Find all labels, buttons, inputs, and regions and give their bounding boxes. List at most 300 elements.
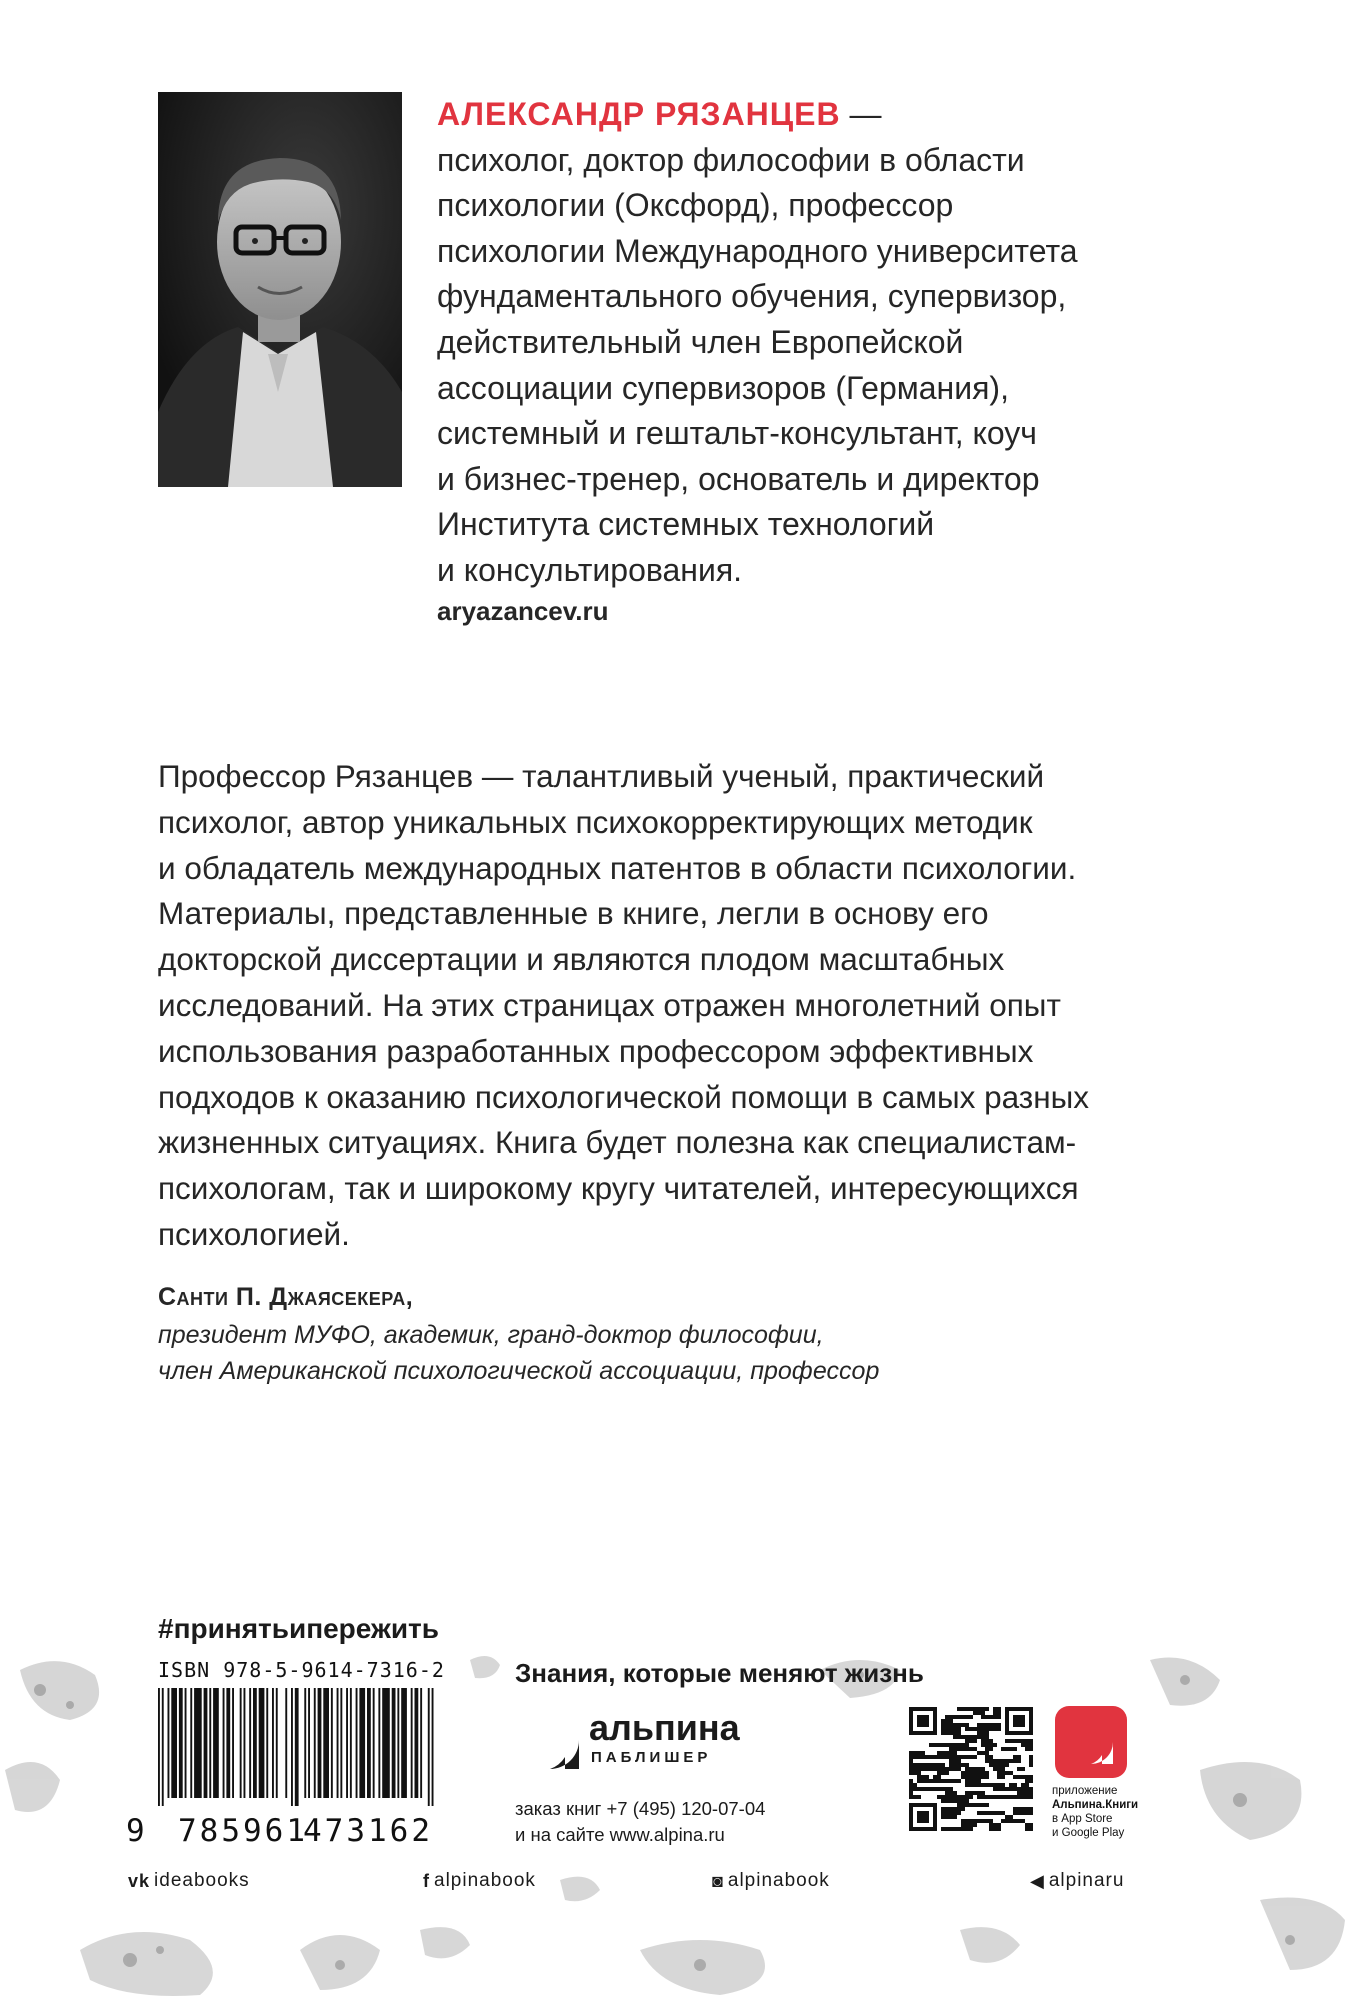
qr-module — [1009, 1783, 1013, 1787]
order-phone: заказ книг +7 (495) 120-07-04 — [515, 1798, 766, 1819]
qr-module — [917, 1763, 921, 1767]
author-website: aryazancev.ru — [437, 596, 609, 626]
qr-module — [985, 1739, 989, 1743]
qr-module — [945, 1827, 949, 1831]
qr-module — [997, 1723, 1001, 1727]
qr-module — [1005, 1819, 1009, 1823]
qr-module — [985, 1759, 989, 1763]
facebook-icon: f — [423, 1870, 430, 1891]
qr-module — [949, 1815, 953, 1819]
qr-module — [921, 1751, 925, 1755]
qr-module — [1017, 1755, 1021, 1759]
qr-module — [917, 1787, 921, 1791]
qr-module — [941, 1771, 945, 1775]
qr-module — [1029, 1807, 1033, 1811]
qr-module — [1029, 1811, 1033, 1815]
qr-module — [969, 1791, 973, 1795]
qr-module — [1029, 1747, 1033, 1751]
qr-module — [957, 1731, 961, 1735]
qr-module — [913, 1751, 917, 1755]
qr-module — [989, 1755, 993, 1759]
qr-module — [937, 1775, 941, 1779]
barcode-bar — [359, 1688, 365, 1798]
qr-module — [997, 1727, 1001, 1731]
qr-module — [981, 1743, 985, 1747]
qr-module — [953, 1743, 957, 1747]
qr-module — [973, 1739, 977, 1743]
qr-module — [997, 1787, 1001, 1791]
review-line: психологией. — [158, 1215, 350, 1252]
qr-module — [985, 1707, 989, 1711]
barcode-bar — [346, 1688, 348, 1798]
qr-module — [1009, 1747, 1013, 1751]
review-signature-role: член Американской психологической ассоциации, профессор — [158, 1357, 880, 1385]
qr-module — [945, 1799, 949, 1803]
qr-module — [973, 1823, 977, 1827]
barcode-bar — [382, 1688, 390, 1798]
qr-module — [1025, 1787, 1029, 1791]
qr-module — [953, 1735, 957, 1739]
qr-module — [965, 1819, 969, 1823]
qr-module — [993, 1763, 997, 1767]
author-name-dash: — — [840, 96, 882, 132]
qr-module — [909, 1771, 913, 1775]
qr-module — [1021, 1787, 1025, 1791]
qr-module — [977, 1779, 981, 1783]
qr-module — [981, 1811, 985, 1815]
qr-module — [981, 1727, 985, 1731]
barcode-bar — [432, 1688, 434, 1806]
qr-module — [941, 1787, 945, 1791]
qr-module — [993, 1811, 997, 1815]
qr-module — [941, 1719, 945, 1723]
qr-module — [913, 1787, 917, 1791]
qr-module — [945, 1755, 949, 1759]
qr-module — [985, 1731, 989, 1735]
qr-module — [969, 1755, 973, 1759]
barcode-bar — [179, 1688, 183, 1798]
qr-module — [977, 1791, 981, 1795]
qr-module — [953, 1811, 957, 1815]
qr-module — [953, 1755, 957, 1759]
qr-module — [969, 1735, 973, 1739]
barcode-bar — [259, 1688, 265, 1798]
qr-module — [1021, 1791, 1025, 1795]
qr-module — [981, 1819, 985, 1823]
qr-module — [1025, 1779, 1029, 1783]
qr-module — [981, 1775, 985, 1779]
qr-module — [997, 1775, 1001, 1779]
qr-module — [917, 1779, 921, 1783]
qr-module — [1005, 1739, 1009, 1743]
qr-module — [1017, 1819, 1021, 1823]
order-info — [515, 1796, 765, 1848]
qr-module — [965, 1707, 969, 1711]
qr-module — [1009, 1787, 1013, 1791]
qr-module — [937, 1751, 941, 1755]
qr-module — [981, 1723, 985, 1727]
qr-module — [945, 1779, 949, 1783]
qr-module — [989, 1763, 993, 1767]
qr-module — [1021, 1743, 1025, 1747]
qr-module — [989, 1795, 993, 1799]
qr-module — [937, 1755, 941, 1759]
qr-module — [1001, 1763, 1005, 1767]
qr-module — [1017, 1767, 1021, 1771]
qr-module — [1017, 1739, 1021, 1743]
qr-module — [941, 1731, 945, 1735]
qr-module — [969, 1707, 973, 1711]
qr-module — [937, 1779, 941, 1783]
qr-code-image — [905, 1703, 1037, 1835]
qr-module — [949, 1811, 953, 1815]
qr-module — [1029, 1759, 1033, 1763]
qr-module — [937, 1763, 941, 1767]
review-signature-name: Санти П. Джаясекера, — [158, 1283, 414, 1311]
qr-module — [909, 1795, 913, 1799]
qr-module — [945, 1715, 949, 1719]
qr-module — [941, 1815, 945, 1819]
qr-module — [977, 1751, 981, 1755]
qr-module — [933, 1763, 937, 1767]
qr-module — [993, 1783, 997, 1787]
barcode-bar — [428, 1688, 430, 1806]
qr-module — [1029, 1755, 1033, 1759]
social-handle: alpinabook — [727, 1870, 830, 1891]
publisher-logo-sub: ПАБЛИШЕР — [591, 1749, 712, 1766]
qr-module — [913, 1771, 917, 1775]
barcode-bar — [401, 1688, 407, 1798]
qr-module — [941, 1807, 945, 1811]
qr-module — [933, 1779, 937, 1783]
qr-module — [997, 1823, 1001, 1827]
qr-module — [989, 1759, 993, 1763]
qr-module — [965, 1739, 969, 1743]
barcode-bar — [373, 1688, 375, 1798]
barcode-bar — [266, 1688, 268, 1798]
qr-module — [969, 1739, 973, 1743]
barcode-bar — [295, 1688, 299, 1806]
qr-module — [921, 1767, 925, 1771]
qr-module — [945, 1731, 949, 1735]
qr-module — [993, 1795, 997, 1799]
qr-module — [977, 1771, 981, 1775]
qr-module — [1001, 1787, 1005, 1791]
qr-module — [989, 1723, 993, 1727]
qr-module — [965, 1783, 969, 1787]
barcode-bar — [223, 1688, 225, 1798]
qr-module — [1009, 1759, 1013, 1763]
qr-module — [993, 1827, 997, 1831]
social-vk[interactable] — [128, 1870, 250, 1892]
qr-module — [997, 1711, 1001, 1715]
barcode-bar — [272, 1688, 274, 1798]
qr-module — [1001, 1811, 1005, 1815]
publisher-slogan: Знания, которые меняют жизнь — [515, 1658, 924, 1688]
barcode-digits-left: 785961 — [178, 1813, 308, 1849]
qr-module — [981, 1771, 985, 1775]
instagram-icon: ◙ — [712, 1870, 724, 1891]
barcode-bar — [356, 1688, 358, 1798]
bio-line: ассоциации супервизоров (Германия), — [437, 369, 1009, 406]
qr-module — [1029, 1791, 1033, 1795]
qr-module — [949, 1791, 953, 1795]
qr-module — [957, 1759, 961, 1763]
qr-module — [973, 1819, 977, 1823]
qr-module — [921, 1763, 925, 1767]
barcode-bar — [244, 1688, 246, 1798]
qr-module — [981, 1739, 985, 1743]
qr-module — [953, 1791, 957, 1795]
qr-module — [949, 1731, 953, 1735]
qr-module — [949, 1755, 953, 1759]
barcode-bar — [171, 1688, 177, 1798]
qr-module — [917, 1771, 921, 1775]
barcode-bar — [158, 1688, 160, 1806]
qr-module — [1029, 1787, 1033, 1791]
qr-module — [1005, 1815, 1009, 1819]
qr-module — [961, 1823, 965, 1827]
social-facebook[interactable] — [423, 1870, 536, 1892]
qr-module — [993, 1787, 997, 1791]
qr-module — [973, 1783, 977, 1787]
qr-module — [957, 1811, 961, 1815]
qr-module — [909, 1763, 913, 1767]
qr-module — [1005, 1763, 1009, 1767]
qr-module — [913, 1795, 917, 1799]
review-line: использования разработанных профессором эффективных — [158, 1032, 1034, 1069]
qr-module — [945, 1723, 949, 1727]
barcode-digits-right: 473162 — [303, 1813, 433, 1849]
qr-module — [953, 1731, 957, 1735]
qr-module — [933, 1743, 937, 1747]
qr-module — [941, 1727, 945, 1731]
review-line: докторской диссертации и являются плодом масштабных — [158, 941, 1005, 978]
review-line: жизненных ситуациях. Книга будет полезна как специалистам- — [158, 1124, 1077, 1161]
qr-module — [1017, 1795, 1021, 1799]
qr-module — [929, 1787, 933, 1791]
qr-module — [925, 1787, 929, 1791]
qr-module — [929, 1755, 933, 1759]
qr-module — [969, 1819, 973, 1823]
qr-module — [933, 1775, 937, 1779]
qr-module — [1029, 1763, 1033, 1767]
bio-line: психологии Международного университета — [437, 232, 1078, 269]
qr-module — [1017, 1759, 1021, 1763]
qr-module — [1013, 1775, 1017, 1779]
review-text — [158, 754, 1198, 1258]
qr-module — [933, 1787, 937, 1791]
social-handle: alpinabook — [434, 1870, 536, 1891]
barcode-bar — [253, 1688, 257, 1798]
qr-module — [941, 1795, 945, 1799]
review-line: Профессор Рязанцев — талантливый ученый, практический — [158, 758, 1045, 794]
barcode-bar — [185, 1688, 187, 1798]
qr-module — [993, 1823, 997, 1827]
bio-line: фундаментального обучения, супервизор, — [437, 278, 1067, 315]
qr-module — [973, 1747, 977, 1751]
qr-module — [949, 1807, 953, 1811]
qr-module — [913, 1755, 917, 1759]
author-name: АЛЕКСАНДР РЯЗАНЦЕВ — [437, 96, 841, 132]
qr-module — [985, 1743, 989, 1747]
qr-module — [1021, 1795, 1025, 1799]
barcode-bar — [392, 1688, 396, 1798]
qr-module — [937, 1743, 941, 1747]
qr-module — [985, 1727, 989, 1731]
qr-module — [961, 1755, 965, 1759]
qr-module — [969, 1771, 973, 1775]
qr-module — [969, 1803, 973, 1807]
qr-module — [953, 1767, 957, 1771]
qr-module — [1005, 1759, 1009, 1763]
qr-module — [981, 1751, 985, 1755]
qr-module — [957, 1723, 961, 1727]
qr-module — [913, 1767, 917, 1771]
barcode-bar — [162, 1688, 164, 1806]
qr-module — [1013, 1787, 1017, 1791]
qr-module — [1001, 1767, 1005, 1771]
qr-module — [1021, 1739, 1025, 1743]
qr-module — [969, 1823, 973, 1827]
qr-module — [909, 1751, 913, 1755]
qr-module — [965, 1827, 969, 1831]
app-info — [1052, 1784, 1162, 1840]
qr-module — [1021, 1811, 1025, 1815]
qr-module — [953, 1799, 957, 1803]
qr-module — [973, 1767, 977, 1771]
barcode-bar — [314, 1688, 316, 1798]
qr-module — [1005, 1771, 1009, 1775]
bio-line: системный и гештальт-консультант, коуч — [437, 415, 1037, 452]
qr-module — [941, 1811, 945, 1815]
qr-module — [953, 1751, 957, 1755]
qr-module — [909, 1783, 913, 1787]
qr-module — [965, 1727, 969, 1731]
qr-module — [997, 1783, 1001, 1787]
bio-line: Института системных технологий — [437, 506, 935, 543]
qr-module — [977, 1723, 981, 1727]
qr-module — [937, 1771, 941, 1775]
qr-module — [949, 1747, 953, 1751]
qr-module — [989, 1827, 993, 1831]
publisher-logo — [515, 1705, 775, 1775]
social-telegram[interactable] — [1030, 1870, 1124, 1892]
qr-module — [965, 1795, 969, 1799]
qr-module — [993, 1727, 997, 1731]
barcode-bar — [285, 1688, 287, 1798]
qr-module — [921, 1779, 925, 1783]
qr-module — [1005, 1747, 1009, 1751]
review-line: исследований. На этих страницах отражен многолетний опыт — [158, 986, 1061, 1023]
isbn-text: ISBN 978-5-9614-7316-2 — [158, 1658, 445, 1682]
alpina-app-icon — [1055, 1706, 1127, 1778]
qr-module — [981, 1707, 985, 1711]
vk-icon: vk — [128, 1870, 151, 1891]
qr-module — [977, 1775, 981, 1779]
qr-module — [1013, 1759, 1017, 1763]
qr-module — [933, 1755, 937, 1759]
qr-module — [909, 1767, 913, 1771]
qr-module — [961, 1735, 965, 1739]
qr-module — [973, 1771, 977, 1775]
qr-module — [945, 1807, 949, 1811]
qr-module — [1021, 1775, 1025, 1779]
app-line: и Google Play — [1052, 1827, 1125, 1839]
qr-module — [953, 1795, 957, 1799]
qr-module — [1025, 1747, 1029, 1751]
barcode-bar — [415, 1688, 419, 1798]
qr-module — [973, 1735, 977, 1739]
review-line: подходов к оказанию психологической помощи в самых разных — [158, 1078, 1090, 1115]
qr-module — [953, 1827, 957, 1831]
qr-module — [981, 1795, 985, 1799]
qr-module — [953, 1763, 957, 1767]
qr-module — [949, 1723, 953, 1727]
qr-module — [957, 1767, 961, 1771]
qr-module — [969, 1727, 973, 1731]
qr-module — [1013, 1739, 1017, 1743]
author-bio-heading — [437, 92, 1197, 138]
qr-module — [949, 1787, 953, 1791]
qr-module — [949, 1763, 953, 1767]
qr-module — [949, 1779, 953, 1783]
barcode-bar — [397, 1688, 399, 1798]
barcode-bar — [291, 1688, 293, 1806]
barcode-bar — [411, 1688, 413, 1798]
qr-module — [913, 1783, 917, 1787]
qr-module — [957, 1807, 961, 1811]
social-instagram[interactable] — [712, 1870, 830, 1892]
qr-module — [945, 1767, 949, 1771]
barcode-bar — [226, 1688, 230, 1798]
qr-module — [965, 1723, 969, 1727]
qr-module — [1013, 1715, 1025, 1727]
qr-module — [981, 1711, 985, 1715]
qr-module — [957, 1747, 961, 1751]
qr-module — [985, 1755, 989, 1759]
qr-module — [1009, 1771, 1013, 1775]
qr-module — [953, 1747, 957, 1751]
qr-module — [981, 1783, 985, 1787]
qr-module — [1013, 1747, 1017, 1751]
qr-module — [973, 1803, 977, 1807]
qr-module — [961, 1807, 965, 1811]
qr-module — [965, 1799, 969, 1803]
qr-module — [965, 1735, 969, 1739]
qr-module — [973, 1779, 977, 1783]
qr-module — [977, 1727, 981, 1731]
telegram-icon: ◀ — [1030, 1870, 1045, 1891]
qr-module — [993, 1743, 997, 1747]
qr-module — [917, 1755, 921, 1759]
qr-module — [977, 1767, 981, 1771]
qr-module — [945, 1791, 949, 1795]
review-line: психолог, автор уникальных психокорректирующих методик — [158, 803, 1033, 840]
qr-module — [1029, 1739, 1033, 1743]
qr-module — [1013, 1755, 1017, 1759]
qr-module — [997, 1827, 1001, 1831]
qr-module — [989, 1743, 993, 1747]
author-portrait-image — [158, 92, 402, 487]
qr-module — [957, 1743, 961, 1747]
qr-module — [1017, 1775, 1021, 1779]
barcode-bar — [194, 1688, 202, 1798]
qr-module — [977, 1731, 981, 1735]
qr-module — [929, 1763, 933, 1767]
qr-module — [953, 1723, 957, 1727]
qr-module — [917, 1795, 921, 1799]
